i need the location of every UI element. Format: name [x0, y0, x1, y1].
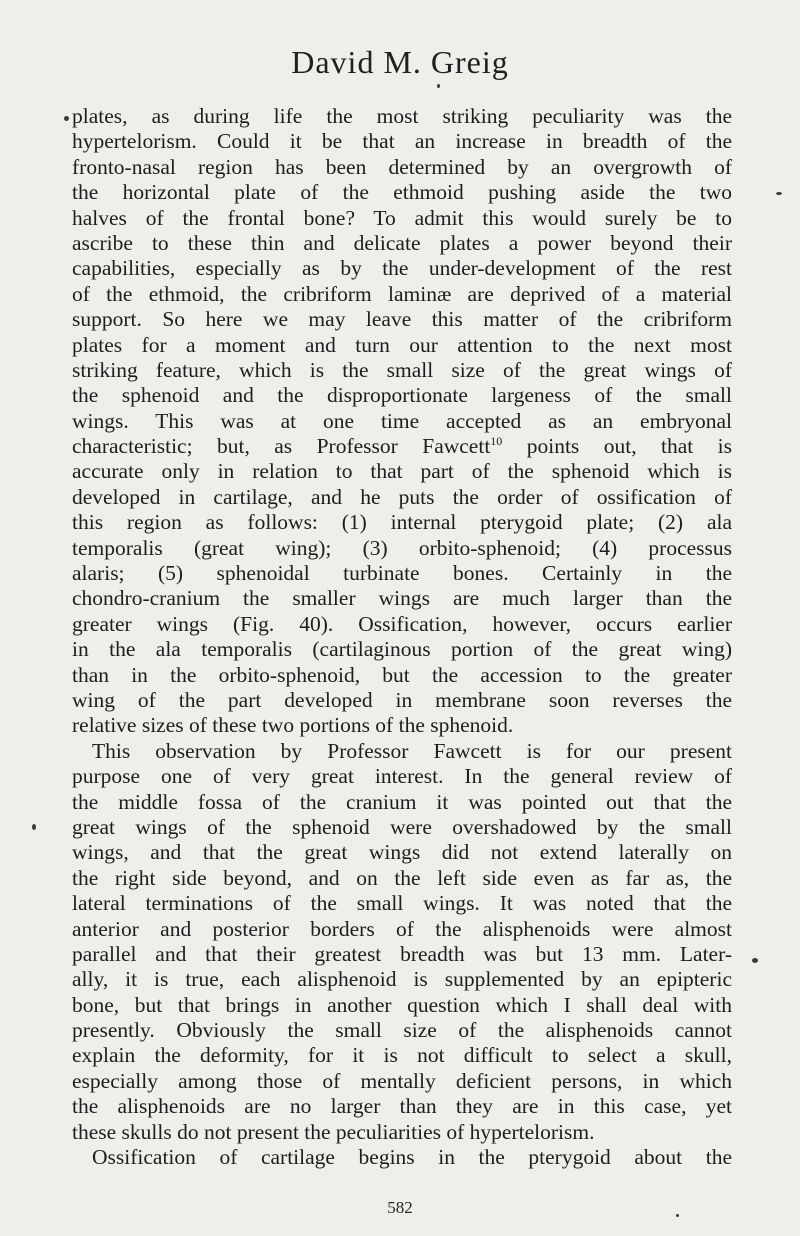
text-line: temporalis (great wing); (3) orbito-sphenoid; (4) processus — [72, 535, 732, 560]
text-line: This observation by Professor Fawcett is for our present — [92, 738, 732, 763]
text-line: explain the deformity, for it is not difficult to select a skull, — [72, 1043, 732, 1068]
text-line: fronto-nasal region has been determined by an overgrowth of — [72, 154, 732, 179]
text-line: Ossification of cartilage begins in the pterygoid about the — [92, 1145, 732, 1170]
text-segment: characteristic; but, as Professor Fawcett — [72, 434, 491, 459]
text-line: wing of the part developed in membrane soon reverses the — [72, 687, 732, 712]
text-line: the alisphenoids are no larger than they are in this case, yet — [72, 1094, 732, 1119]
text-line: purpose one of very great interest. In the general review of — [72, 764, 732, 789]
text-line-with-footnote — [72, 434, 732, 459]
text-line: ally, it is true, each alisphenoid is supplemented by an epipteric — [72, 967, 732, 992]
text-line: hypertelorism. Could it be that an increase in breadth of the — [72, 129, 732, 154]
text-line: relative sizes of these two portions of the sphenoid. — [72, 713, 514, 738]
text-line: halves of the frontal bone? To admit this would surely be to — [72, 205, 732, 230]
footnote-ref: 10 — [490, 433, 503, 448]
text-line: these skulls do not present the peculiarities of hypertelorism. — [72, 1119, 595, 1144]
text-line: wings. This was at one time accepted as an embryonal — [72, 408, 732, 433]
text-line: the right side beyond, and on the left side even as far as, the — [72, 865, 732, 890]
scan-speck — [437, 84, 440, 88]
text-line: presently. Obviously the small size of the alisphenoids cannot — [72, 1018, 732, 1043]
text-line: greater wings (Fig. 40). Ossification, however, occurs earlier — [72, 611, 732, 636]
page-number: 582 — [387, 1198, 413, 1217]
text-line: striking feature, which is the small size of the great wings of — [72, 357, 732, 382]
scan-speck — [776, 192, 782, 195]
text-line: especially among those of mentally deficient persons, in which — [72, 1068, 732, 1093]
text-line: in the ala temporalis (cartilaginous portion of the great wing) — [72, 637, 732, 662]
text-line: than in the orbito-sphenoid, but the accession to the greater — [72, 662, 732, 687]
text-line: plates, as during life the most striking peculiarity was the — [72, 104, 732, 128]
text-line: this region as follows: (1) internal pterygoid plate; (2) ala — [72, 510, 732, 535]
scan-speck — [64, 116, 69, 121]
text-line: lateral terminations of the small wings. It was noted that the — [72, 891, 732, 916]
text-line: the middle fossa of the cranium it was pointed out that the — [72, 789, 732, 814]
text-line: great wings of the sphenoid were overshadowed by the small — [72, 814, 732, 839]
running-head: David M. Greig — [291, 44, 509, 80]
text-line: plates for a moment and turn our attention to the next most — [72, 332, 732, 357]
text-line: developed in cartilage, and he puts the order of ossification of — [72, 484, 732, 509]
text-line: the sphenoid and the disproportionate largeness of the small — [72, 383, 732, 408]
text-line: anterior and posterior borders of the alisphenoids were almost — [72, 916, 732, 941]
text-line: of the ethmoid, the cribriform laminæ are deprived of a material — [72, 281, 732, 306]
text-line: support. So here we may leave this matter of the cribriform — [72, 307, 732, 332]
scan-speck — [752, 958, 758, 963]
text-segment: points out, that is — [526, 434, 733, 459]
text-line: ascribe to these thin and delicate plates a power beyond their — [72, 230, 732, 255]
text-line: wings, and that the great wings did not extend laterally on — [72, 840, 732, 865]
text-line: bone, but that brings in another question which I shall deal with — [72, 992, 732, 1017]
text-line: capabilities, especially as by the under-development of the rest — [72, 256, 732, 281]
text-line: parallel and that their greatest breadth was but 13 mm. Later- — [72, 941, 732, 966]
body-text — [72, 104, 732, 1170]
scan-speck — [32, 824, 36, 830]
scan-speck — [676, 1214, 679, 1217]
text-line: accurate only in relation to that part of the sphenoid which is — [72, 459, 732, 484]
text-line: chondro-cranium the smaller wings are much larger than the — [72, 586, 732, 611]
text-line: the horizontal plate of the ethmoid pushing aside the two — [72, 180, 732, 205]
text-line: alaris; (5) sphenoidal turbinate bones. Certainly in the — [72, 561, 732, 586]
